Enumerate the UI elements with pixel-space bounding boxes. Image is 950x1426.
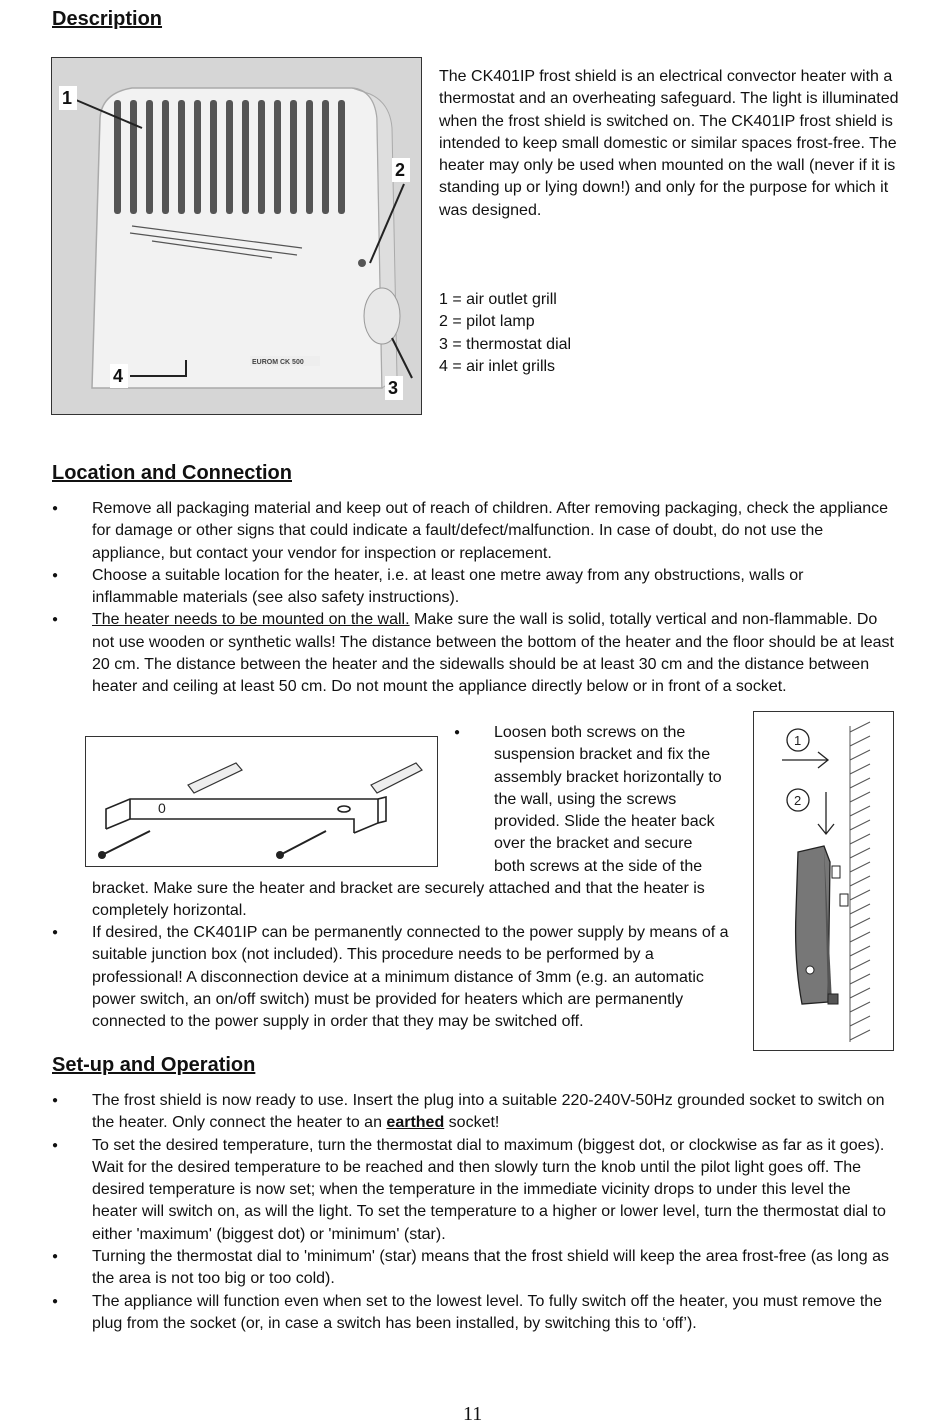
bracket-line: suspension bracket and fix the: [494, 746, 711, 764]
callout-1: 1: [62, 88, 73, 108]
power-list: [52, 922, 742, 1033]
list-item: [52, 609, 894, 698]
wall-mount-figure: [753, 711, 894, 1051]
heater-illustration: [52, 58, 421, 414]
bracket-illustration: [86, 737, 437, 866]
callout-2: 2: [395, 160, 406, 180]
wall-mount-illustration: [754, 712, 893, 1050]
setup-list: [52, 1090, 898, 1335]
step-1-label: 1: [794, 733, 802, 748]
mount-details: Make sure the wall is solid, totally vertical and non-flammable. Do not use wooden or synthetic walls! The distance between the bottom of the heater and the floor should be at least 20 cm. The distance between the heater and the sidewalls should be at least 30 cm and the distance between heater and ceiling at least 50 cm. Do not mount the appliance directly below or in front of a socket.: [92, 611, 894, 696]
bracket-line: Loosen both screws on the: [494, 724, 686, 741]
location-heading: Location and Connection: [52, 462, 292, 484]
list-item: ● Remove all packaging material and keep out of reach of children. After removing packaging, check the appliance for damage or other signs that could indicate a fault/defect/malfunction. In case of doubt, do not use the appliance, but contact your vendor for inspection or replacement.: [52, 498, 894, 565]
bracket-instruction: [454, 722, 754, 878]
legend-item: 4 = air inlet grills: [439, 357, 556, 375]
callout-3: 3: [388, 378, 399, 398]
bracket-line: provided. Slide the heater back: [494, 813, 715, 831]
list-item: [52, 1090, 898, 1135]
legend-item: 3 = thermostat dial: [439, 335, 572, 353]
parts-legend: [439, 289, 739, 378]
legend-item: 2 = pilot lamp: [439, 313, 535, 331]
bracket-continuation: bracket. Make sure the heater and bracket are securely attached and that the heater is completely horizontal.: [92, 880, 705, 920]
heater-photo: [51, 57, 422, 415]
setup-text: The frost shield is now ready to use. Insert the plug into a suitable 220-240V-50Hz grounded socket to switch on the heater. Only connect the heater to an: [92, 1092, 885, 1132]
step-2-label: 2: [794, 793, 802, 808]
setup-heading: Set-up and Operation: [52, 1054, 256, 1076]
description-heading: Description: [52, 8, 163, 30]
brand-label: EUROM CK 500: [252, 359, 304, 366]
bracket-mark: 0: [158, 800, 166, 816]
list-item: ● Turning the thermostat dial to 'minimum' (star) means that the frost shield will keep the area frost-free (as long as the area is not too big or too cold).: [52, 1246, 898, 1291]
callout-4: 4: [113, 366, 124, 386]
location-list: [52, 498, 894, 699]
list-item: ● To set the desired temperature, turn the thermostat dial to maximum (biggest dot, or clockwise as far as it goes). Wait for the desired temperature to be reached and then slowly turn the knob until the pilot light goes off. The desired temperature is now set; when the temperature in the immediate vicinity drops to under this level the heater will switch on, as will the light. To set the temperature to a higher or lower level, turn the thermostat dial to either 'maximum' (biggest dot) or 'minimum' (star).: [52, 1135, 898, 1246]
bracket-line: the wall, using the screws: [494, 790, 677, 808]
list-item: ● The appliance will function even when set to the lowest level. To fully switch off the heater, you must remove the plug from the socket (or, in case a switch has been installed, by switching this to ‘off’).: [52, 1291, 898, 1336]
page-number: 11: [463, 1403, 483, 1425]
legend-item: 1 = air outlet grill: [439, 291, 557, 308]
bracket-figure: [85, 736, 438, 867]
description-intro: The CK401IP frost shield is an electrical convector heater with a thermostat and an overheating safeguard. The light is illuminated when the frost shield is switched on. The CK401IP frost shield is intended to keep small domestic or similar spaces frost-free. The heater may only be used when mounted on the wall (never if it is standing up or lying down!) and only for the purpose for which it was designed.: [439, 68, 899, 219]
bracket-line: both screws at the side of the: [494, 857, 703, 875]
bullet-icon: ●: [454, 727, 461, 738]
bracket-line: assembly bracket horizontally to: [494, 768, 722, 786]
list-item: ● If desired, the CK401IP can be permanently connected to the power supply by means of a suitable junction box (not included). This procedure needs to be performed by a professional! A disconnection device at a minimum distance of 3mm (e.g. an automatic power switch, an on/off switch) must be provided for heaters which are permanently connected to the power supply in order that they may be switched off.: [52, 922, 742, 1033]
setup-text: socket!: [444, 1114, 500, 1132]
mount-warning: The heater needs to be mounted on the wall.: [92, 611, 410, 629]
earthed-emphasis: earthed: [386, 1114, 445, 1132]
list-item: ● Choose a suitable location for the heater, i.e. at least one metre away from any obstructions, walls or inflammable materials (see also safety instructions).: [52, 565, 894, 610]
bracket-line: over the bracket and secure: [494, 835, 693, 853]
